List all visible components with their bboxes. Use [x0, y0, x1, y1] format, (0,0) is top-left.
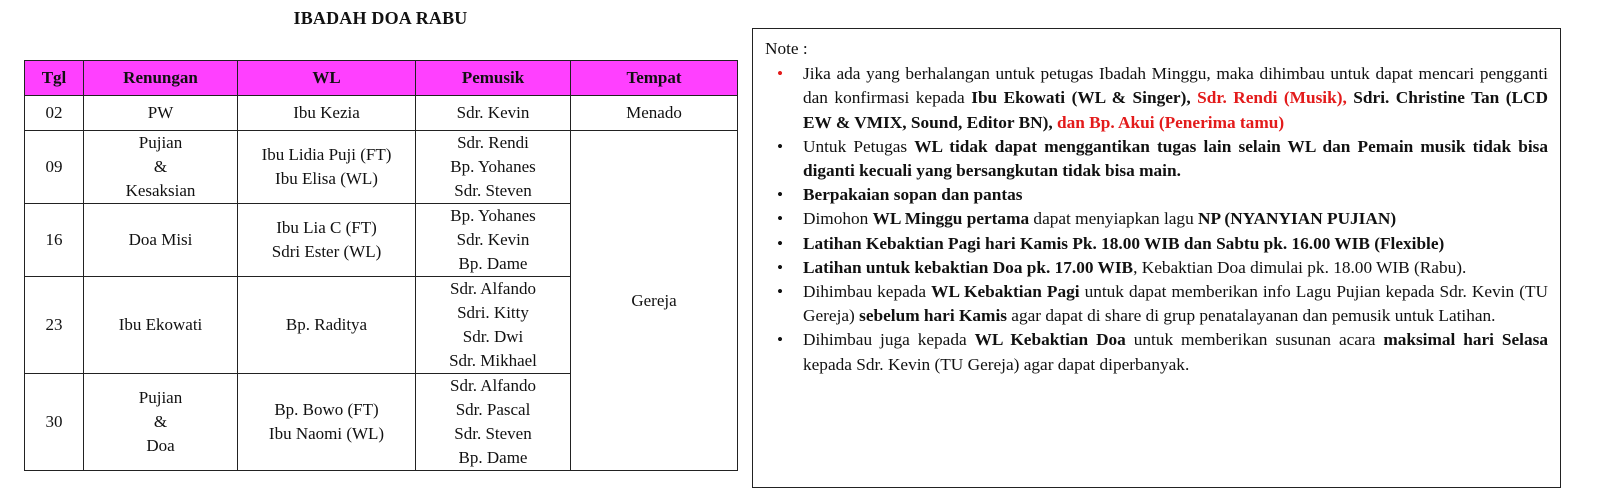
- table-row: [25, 96, 738, 131]
- header-wl: WL: [238, 61, 416, 96]
- header-pemusik: Pemusik: [416, 61, 571, 96]
- note-text-segment: dan Bp. Akui (Penerima tamu): [1057, 112, 1285, 132]
- note-text-segment: dapat menyiapkan lagu: [1029, 209, 1199, 229]
- cell-line: Sdri Ester (WL): [271, 242, 382, 261]
- cell-line: Bp. Bowo (FT): [274, 400, 379, 419]
- note-item: [765, 328, 1548, 376]
- bullet-icon: •: [776, 257, 784, 277]
- cell-line: Ibu Ekowati: [118, 315, 203, 334]
- cell-line: Bp. Yohanes: [450, 206, 536, 225]
- note-text-segment: , Kebaktian Doa dimulai pk. 18.00 WIB (Rabu).: [1133, 257, 1467, 277]
- note-box: [752, 28, 1561, 488]
- note-item: [765, 183, 1548, 207]
- schedule-table: [24, 60, 738, 471]
- cell-renungan: [84, 131, 238, 204]
- bullet-icon: •: [776, 282, 784, 302]
- header-tempat: Tempat: [571, 61, 738, 96]
- cell-line: Doa Misi: [128, 230, 193, 249]
- note-text-segment: Dimohon: [803, 209, 873, 229]
- note-text-segment: WL Kebaktian Doa: [974, 330, 1126, 350]
- note-text-segment: maksimal hari Selasa: [1383, 330, 1548, 350]
- cell-wl: [238, 96, 416, 131]
- note-item: [765, 62, 1548, 135]
- bullet-icon: •: [776, 185, 784, 205]
- bullet-icon: •: [776, 136, 784, 156]
- note-text-segment: Dihimbau kepada: [803, 282, 932, 302]
- cell-line: Ibu Naomi (WL): [268, 424, 385, 443]
- cell-line: Pujian: [138, 388, 183, 407]
- cell-line: Bp. Dame: [458, 448, 528, 467]
- cell-tempat: Menado: [571, 96, 738, 131]
- cell-tgl: 23: [25, 277, 84, 374]
- note-item: [765, 232, 1548, 256]
- cell-tempat-merged: Gereja: [571, 131, 738, 471]
- cell-pemusik: [416, 96, 571, 131]
- note-heading: Note :: [765, 39, 808, 58]
- note-text-segment: Berpakaian sopan dan pantas: [803, 185, 1023, 205]
- cell-line: Sdri. Kitty: [457, 303, 529, 322]
- cell-pemusik: [416, 204, 571, 277]
- cell-line: Ibu Lidia Puji (FT): [261, 145, 392, 164]
- cell-line: Sdr. Alfando: [450, 279, 536, 298]
- cell-line: PW: [147, 103, 174, 122]
- note-item: [765, 207, 1548, 231]
- note-text-segment: kepada Sdr. Kevin (TU Gereja) agar dapat diperbanyak.: [803, 354, 1190, 374]
- note-text-segment: WL tidak dapat menggantikan tugas lain selain WL dan Pemain musik tidak bisa diganti kecuali yang bersangkutan tidak bisa main.: [803, 136, 1548, 181]
- cell-line: Sdr. Rendi: [457, 133, 529, 152]
- note-text-segment: Sdri. Christine Tan (LCD EW & VMIX, Sound, Editor BN),: [803, 88, 1549, 132]
- table-header-row: [25, 61, 738, 96]
- cell-line: Pujian: [138, 133, 183, 152]
- note-text-segment: Untuk Petugas: [803, 136, 915, 156]
- bullet-icon: •: [776, 209, 784, 229]
- cell-line: Sdr. Kevin: [456, 103, 530, 122]
- cell-wl: [238, 131, 416, 204]
- note-text-segment: WL Minggu pertama: [872, 209, 1030, 229]
- cell-line: Ibu Elisa (WL): [275, 169, 378, 188]
- bullet-icon: •: [776, 233, 784, 253]
- cell-line: Ibu Kezia: [293, 103, 360, 122]
- cell-wl: [238, 374, 416, 471]
- cell-tgl: 16: [25, 204, 84, 277]
- cell-tgl: 30: [25, 374, 84, 471]
- note-list: [765, 62, 1548, 377]
- cell-line: Sdr. Dwi: [462, 327, 524, 346]
- cell-wl: [238, 204, 416, 277]
- cell-pemusik: [416, 374, 571, 471]
- cell-line: Bp. Yohanes: [450, 157, 536, 176]
- note-item: [765, 280, 1548, 328]
- note-text-segment: WL Kebaktian Pagi: [931, 282, 1080, 302]
- cell-line: Sdr. Kevin: [456, 230, 530, 249]
- note-text-segment: Dihimbau juga kepada: [803, 330, 975, 350]
- note-text-segment: NP (NYANYIAN PUJIAN): [1198, 209, 1397, 229]
- cell-renungan: [84, 96, 238, 131]
- note-text-segment: Sdr. Rendi (Musik),: [1197, 88, 1354, 108]
- cell-renungan: [84, 374, 238, 471]
- cell-line: &: [153, 412, 168, 431]
- note-text-segment: Latihan untuk kebaktian Doa pk. 17.00 WIB: [803, 257, 1134, 277]
- cell-pemusik: [416, 131, 571, 204]
- cell-line: Sdr. Mikhael: [449, 351, 537, 370]
- cell-wl: [238, 277, 416, 374]
- note-text-segment: untuk memberikan susunan acara: [1125, 330, 1384, 350]
- page-title: IBADAH DOA RABU: [293, 8, 468, 28]
- cell-line: &: [153, 157, 168, 176]
- note-text-segment: sebelum hari Kamis: [859, 306, 1007, 326]
- note-text-segment: Ibu Ekowati (WL & Singer),: [971, 88, 1198, 108]
- note-text-segment: untuk dapat memberikan info Lagu Pujian kepada Sdr. Kevin (TU Gereja): [803, 282, 1548, 326]
- note-item: [765, 135, 1548, 183]
- cell-renungan: [84, 204, 238, 277]
- note-item: [765, 256, 1548, 280]
- cell-line: Sdr. Pascal: [455, 400, 531, 419]
- cell-tgl: 02: [25, 96, 84, 131]
- cell-renungan: [84, 277, 238, 374]
- cell-line: Ibu Lia C (FT): [276, 218, 377, 237]
- bullet-icon: •: [776, 64, 784, 84]
- note-text-segment: agar dapat di share di grup penatalayanan dan pemusik untuk Latihan.: [1006, 306, 1496, 326]
- cell-line: Doa: [146, 436, 175, 455]
- header-tgl: Tgl: [25, 61, 84, 96]
- header-renungan: Renungan: [84, 61, 238, 96]
- cell-pemusik: [416, 277, 571, 374]
- cell-line: Kesaksian: [125, 181, 196, 200]
- cell-line: Bp. Raditya: [285, 315, 368, 334]
- cell-line: Sdr. Alfando: [450, 376, 536, 395]
- cell-line: Sdr. Steven: [454, 424, 532, 443]
- table-row: [25, 131, 738, 204]
- cell-line: Sdr. Steven: [454, 181, 532, 200]
- note-text-segment: Latihan Kebaktian Pagi hari Kamis Pk. 18.00 WIB dan Sabtu pk. 16.00 WIB (Flexible): [803, 233, 1445, 253]
- cell-tgl: 09: [25, 131, 84, 204]
- note-text-segment: Jika ada yang berhalangan untuk petugas Ibadah Minggu, maka dihimbau untuk dapat mencari pengganti dan konfirmasi kepada: [803, 64, 1548, 108]
- cell-line: Bp. Dame: [458, 254, 528, 273]
- bullet-icon: •: [776, 330, 784, 350]
